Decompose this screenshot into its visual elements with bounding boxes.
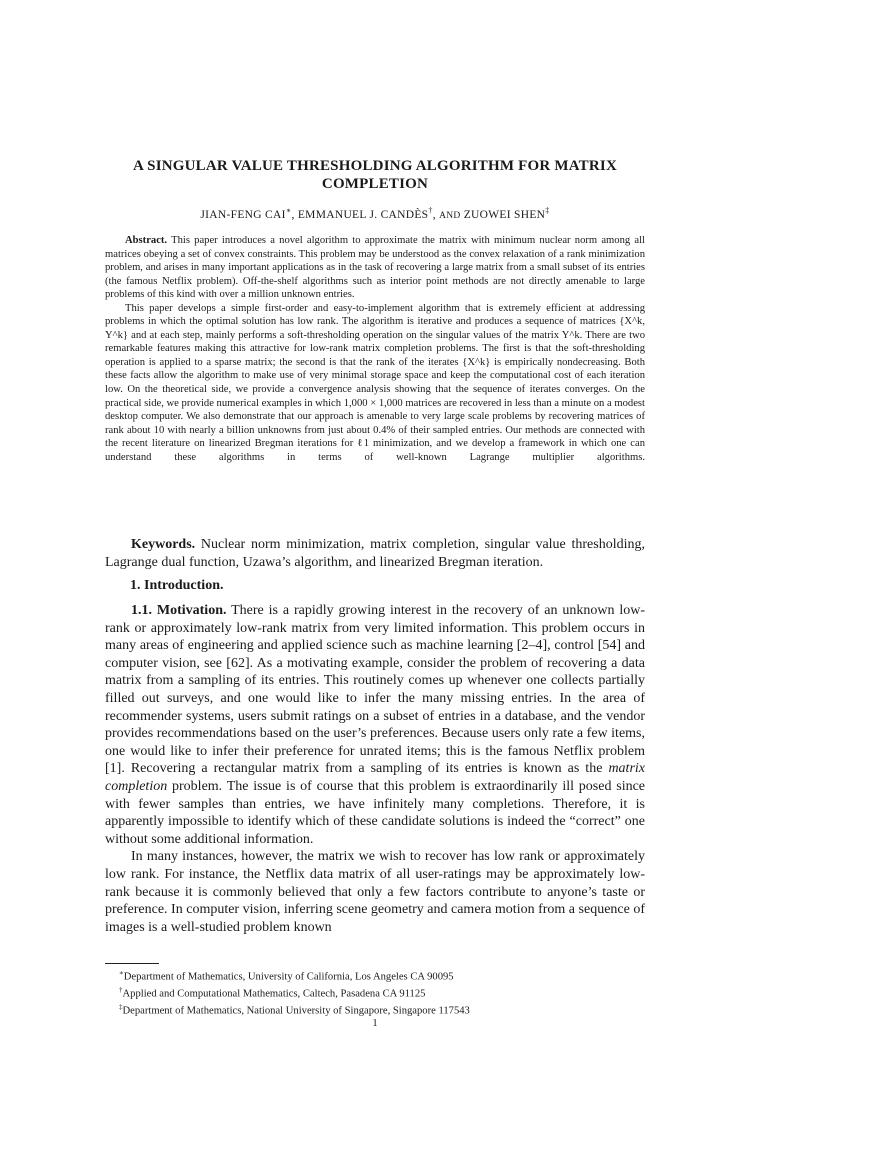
paper-title: A SINGULAR VALUE THRESHOLDING ALGORITHM FOR MATRIX COMPLETION bbox=[133, 158, 617, 192]
body-text bbox=[105, 602, 645, 936]
footnotes bbox=[105, 967, 645, 1018]
footnote bbox=[105, 1001, 645, 1018]
footnote bbox=[105, 984, 645, 1001]
page-number: 1 bbox=[372, 1018, 378, 1029]
body-text-segment: problem. The issue is of course that this problem is extraordinarily ill posed since with fewer samples than entries, we have infinitely many completions. Therefore, it is apparently impossible to identify which of these candidate solutions is indeed the “correct” one without some additional information. bbox=[105, 778, 646, 847]
abstract-label: Abstract. bbox=[125, 235, 168, 246]
footnote-mark: † bbox=[428, 206, 433, 215]
abstract bbox=[105, 234, 645, 478]
footnote-mark: ‡ bbox=[545, 206, 550, 215]
emphasized-term: matrix completion bbox=[105, 761, 645, 794]
author-name: ZUOWEI SHEN bbox=[463, 208, 546, 221]
body-paragraph: In many instances, however, the matrix we wish to recover has low rank or approximately low rank. For instance, the Netflix data matrix of all user-ratings may be approximately low-rank because it is commonly believed that only a few factors contribute to anyone’s taste or preference. In computer vision, inferring scene geometry and camera motion from a sequence of images is a well-studied problem known bbox=[105, 849, 645, 935]
footnote-mark: † bbox=[119, 986, 123, 995]
keywords-text: Nuclear norm minimization, matrix completion, singular value thresholding, Lagrange dual function, Uzawa’s algorithm, and linearized Bregman iteration. bbox=[105, 537, 645, 570]
footnote-text: Department of Mathematics, University of California, Los Angeles CA 90095 bbox=[123, 971, 454, 983]
keywords-label: Keywords. bbox=[131, 537, 196, 552]
footnote-mark: ∗ bbox=[119, 969, 124, 977]
footnote-mark: ‡ bbox=[119, 1003, 123, 1012]
author-name: JIAN-FENG CAI bbox=[200, 208, 286, 221]
footnote-text: Department of Mathematics, National University of Singapore, Singapore 117543 bbox=[122, 1005, 470, 1017]
subsection-heading: 1.1. Motivation. bbox=[131, 603, 227, 618]
author-conjunction: AND bbox=[439, 210, 461, 221]
author-list: JIAN-FENG CAI∗, EMMANUEL J. CANDÈS†, AND ZUOWEI SHEN‡ bbox=[200, 206, 550, 221]
footnote-divider bbox=[105, 963, 159, 964]
body-paragraph bbox=[105, 602, 645, 848]
footnote bbox=[105, 967, 645, 984]
abstract-paragraph bbox=[105, 234, 645, 302]
section-heading: 1. Introduction. bbox=[130, 578, 224, 593]
author-name: EMMANUEL J. CANDÈS bbox=[297, 208, 429, 221]
abstract-paragraph: This paper develops a simple first-order and easy-to-implement algorithm that is extremely efficient at addressing problems in which the optimal solution has low rank. The algorithm is iterative and produces a sequence of matrices {X^k, Y^k} and at each step, mainly performs a soft-thresholding operation on the singular values of the matrix Y^k. There are two remarkable features making this attractive for low-rank matrix completion problems. The first is that the soft-thresholding operation is applied to a sparse matrix; the second is that the rank of the iterates {X^k} is empirically nondecreasing. Both these facts allow the algorithm to make use of very minimal storage space and keep the computational cost of each iteration low. On the theoretical side, we provide a convergence analysis showing that the sequence of iterates converges. On the practical side, we provide numerical examples in which 1,000 × 1,000 matrices are recovered in less than a minute on a modest desktop computer. We also demonstrate that our approach is amenable to very large scale problems by recovering matrices of rank about 10 with nearly a billion unknowns from just about 0.4% of their sampled entries. Our methods are connected with the recent literature on linearized Bregman iterations for ℓ1 minimization, and we develop a framework in which one can understand these algorithms in terms of well-known Lagrange multiplier algorithms. bbox=[105, 302, 645, 463]
footnote-text: Applied and Computational Mathematics, Caltech, Pasadena CA 91125 bbox=[122, 988, 426, 1000]
footnote-mark: ∗ bbox=[285, 206, 292, 215]
body-text-segment: There is a rapidly growing interest in the recovery of an unknown low-rank or approximately low-rank matrix from very limited information. This problem occurs in many areas of engineering and applied science such as machine learning [2–4], control [54] and computer vision, see [62]. As a motivating example, consider the problem of recovering a data matrix from a sampling of its entries. This routinely comes up whenever one collects partially filled out surveys, and one would like to infer the many missing entries. In the area of recommender systems, users submit ratings on a subset of entries in a database, and the vendor provides recommendations based on the user’s preferences. Because users only rate a few items, one would like to infer their preference for unrated items; this is the famous Netflix problem [1]. Recovering a rectangular matrix from a sampling of its entries is known as the bbox=[105, 603, 646, 777]
keywords bbox=[105, 536, 645, 572]
abstract-text: This paper introduces a novel algorithm to approximate the matrix with minimum nuclear norm among all matrices obeying a set of convex constraints. This problem may be understood as the convex relaxation of a rank minimization problem, and arises in many important applications as in the task of recovering a large matrix from a small subset of its entries (the famous Netflix problem). Off-the-shelf algorithms such as interior point methods are not directly amenable to large problems of this kind with over a million unknown entries. bbox=[105, 235, 645, 301]
